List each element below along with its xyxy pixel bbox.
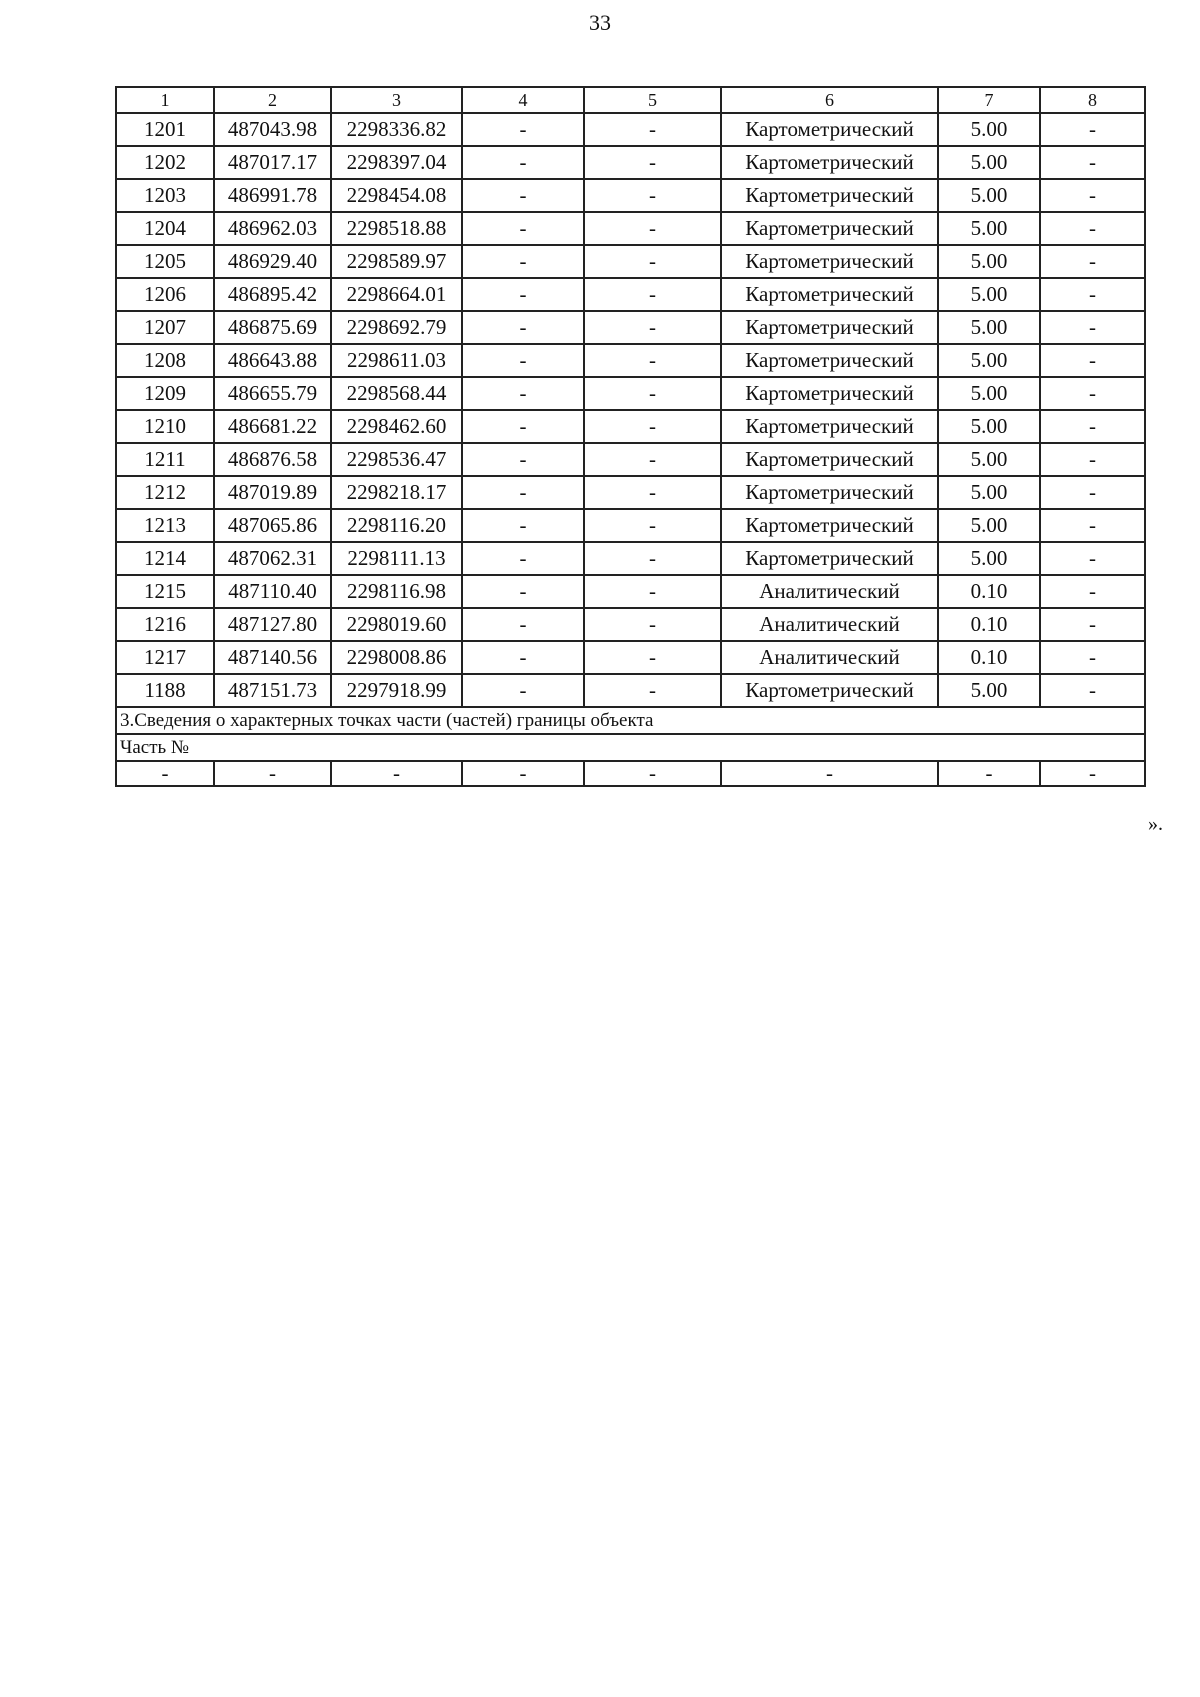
- table-cell: -: [584, 179, 721, 212]
- table-cell: -: [462, 344, 584, 377]
- table-row: [116, 476, 1145, 509]
- table-cell: -: [584, 410, 721, 443]
- table-cell: -: [1040, 410, 1145, 443]
- table-cell: Картометрический: [721, 509, 938, 542]
- table-cell: Картометрический: [721, 146, 938, 179]
- table-cell: -: [1040, 761, 1145, 786]
- table-cell: -: [584, 245, 721, 278]
- table-cell: 5.00: [938, 674, 1040, 707]
- table-cell: 1203: [116, 179, 214, 212]
- table-cell: -: [584, 113, 721, 146]
- table-cell: -: [462, 410, 584, 443]
- table-cell: Картометрический: [721, 377, 938, 410]
- table-cell: Картометрический: [721, 278, 938, 311]
- table-cell: -: [1040, 278, 1145, 311]
- table-cell: -: [462, 443, 584, 476]
- table-cell: Картометрический: [721, 245, 938, 278]
- table-cell: 486876.58: [214, 443, 331, 476]
- table-cell: 0.10: [938, 641, 1040, 674]
- table-cell: -: [462, 377, 584, 410]
- table-cell: 1204: [116, 212, 214, 245]
- table-cell: Картометрический: [721, 344, 938, 377]
- table-cell: -: [1040, 542, 1145, 575]
- table-cell: 5.00: [938, 278, 1040, 311]
- table-cell: 5.00: [938, 509, 1040, 542]
- table-cell: -: [584, 278, 721, 311]
- table-cell: 1214: [116, 542, 214, 575]
- table-cell: 1208: [116, 344, 214, 377]
- table-cell: -: [462, 575, 584, 608]
- table-cell: 1202: [116, 146, 214, 179]
- table-cell: 2297918.99: [331, 674, 462, 707]
- table-cell: 2298019.60: [331, 608, 462, 641]
- table-cell: 486991.78: [214, 179, 331, 212]
- table-cell: 487017.17: [214, 146, 331, 179]
- table-cell: -: [1040, 575, 1145, 608]
- table-cell: 5.00: [938, 476, 1040, 509]
- table-cell: Аналитический: [721, 575, 938, 608]
- table-cell: -: [1040, 443, 1145, 476]
- table-row: [116, 542, 1145, 575]
- table-row: [116, 245, 1145, 278]
- table-cell: 1201: [116, 113, 214, 146]
- table-cell: Картометрический: [721, 542, 938, 575]
- table-cell: Картометрический: [721, 311, 938, 344]
- table-cell: 2298111.13: [331, 542, 462, 575]
- table-cell: 487110.40: [214, 575, 331, 608]
- table-cell: -: [462, 509, 584, 542]
- table-cell: -: [462, 245, 584, 278]
- table-cell: 486875.69: [214, 311, 331, 344]
- table-cell: 1212: [116, 476, 214, 509]
- table-cell: 2298218.17: [331, 476, 462, 509]
- table-row: [116, 212, 1145, 245]
- closing-quote-mark: ».: [1148, 813, 1163, 835]
- table-cell: -: [1040, 608, 1145, 641]
- table-cell: 2298611.03: [331, 344, 462, 377]
- table-cell: 5.00: [938, 311, 1040, 344]
- table-cell: -: [462, 476, 584, 509]
- table-cell: -: [584, 311, 721, 344]
- table-cell: -: [116, 761, 214, 786]
- table-cell: 487065.86: [214, 509, 331, 542]
- table-cell: -: [1040, 179, 1145, 212]
- table-cell: Картометрический: [721, 212, 938, 245]
- table-cell: 5.00: [938, 179, 1040, 212]
- table-cell: -: [721, 761, 938, 786]
- table-cell: 1207: [116, 311, 214, 344]
- table-row: [116, 674, 1145, 707]
- table-cell: 2298664.01: [331, 278, 462, 311]
- table-row: [116, 377, 1145, 410]
- table-cell: -: [1040, 641, 1145, 674]
- table-cell: 487151.73: [214, 674, 331, 707]
- part-label-row: [116, 734, 1145, 761]
- table-cell: 1213: [116, 509, 214, 542]
- table-cell: -: [214, 761, 331, 786]
- table-cell: 1205: [116, 245, 214, 278]
- table-cell: -: [584, 641, 721, 674]
- table-cell: -: [462, 542, 584, 575]
- table-cell: 2298568.44: [331, 377, 462, 410]
- table-cell: -: [584, 146, 721, 179]
- table-cell: -: [462, 278, 584, 311]
- table-row: [116, 113, 1145, 146]
- table-cell: -: [462, 179, 584, 212]
- table-cell: -: [584, 542, 721, 575]
- table-cell: -: [462, 674, 584, 707]
- table-cell: Картометрический: [721, 476, 938, 509]
- table-cell: -: [1040, 311, 1145, 344]
- table-cell: 1209: [116, 377, 214, 410]
- table-cell: 486929.40: [214, 245, 331, 278]
- table-cell: 2298397.04: [331, 146, 462, 179]
- table-cell: Картометрический: [721, 179, 938, 212]
- table-cell: 2298462.60: [331, 410, 462, 443]
- table-cell: 487127.80: [214, 608, 331, 641]
- table-cell: -: [1040, 377, 1145, 410]
- table-cell: 487043.98: [214, 113, 331, 146]
- table-cell: 5.00: [938, 377, 1040, 410]
- table-cell: 2298692.79: [331, 311, 462, 344]
- table-row: [116, 278, 1145, 311]
- table-cell: 2298536.47: [331, 443, 462, 476]
- table-cell: 1210: [116, 410, 214, 443]
- table-cell: -: [462, 212, 584, 245]
- table-cell: 486962.03: [214, 212, 331, 245]
- table-cell: 2298008.86: [331, 641, 462, 674]
- table-row: [116, 443, 1145, 476]
- table-row: [116, 641, 1145, 674]
- table-cell: 5.00: [938, 344, 1040, 377]
- table-cell: -: [584, 377, 721, 410]
- table-cell: -: [584, 575, 721, 608]
- table-cell: Аналитический: [721, 608, 938, 641]
- table-cell: 1217: [116, 641, 214, 674]
- table-cell: 5.00: [938, 245, 1040, 278]
- table-cell: 2298454.08: [331, 179, 462, 212]
- table-cell: -: [584, 344, 721, 377]
- table-cell: -: [462, 311, 584, 344]
- empty-data-row: [116, 761, 1145, 786]
- table-row: [116, 311, 1145, 344]
- table-cell: -: [1040, 674, 1145, 707]
- table-row: [116, 344, 1145, 377]
- column-header: 1: [116, 87, 214, 113]
- table-cell: -: [584, 212, 721, 245]
- table-cell: 487140.56: [214, 641, 331, 674]
- table-cell: -: [584, 608, 721, 641]
- table-cell: -: [462, 146, 584, 179]
- table-row: [116, 146, 1145, 179]
- table-cell: 2298116.98: [331, 575, 462, 608]
- table-cell: -: [1040, 476, 1145, 509]
- table-cell: 487019.89: [214, 476, 331, 509]
- table-cell: 2298116.20: [331, 509, 462, 542]
- table-cell: 486655.79: [214, 377, 331, 410]
- column-header: 7: [938, 87, 1040, 113]
- table-cell: -: [462, 761, 584, 786]
- column-header: 8: [1040, 87, 1145, 113]
- table-cell: 486895.42: [214, 278, 331, 311]
- page-number: 33: [589, 10, 611, 35]
- table-cell: 0.10: [938, 575, 1040, 608]
- table-cell: -: [462, 608, 584, 641]
- table-row: [116, 410, 1145, 443]
- table-cell: 1206: [116, 278, 214, 311]
- table-cell: -: [1040, 344, 1145, 377]
- table-cell: Картометрический: [721, 443, 938, 476]
- column-header: 3: [331, 87, 462, 113]
- table-cell: -: [584, 761, 721, 786]
- table-cell: 5.00: [938, 113, 1040, 146]
- table-cell: 1216: [116, 608, 214, 641]
- section-title: 3.Сведения о характерных точках части (частей) границы объекта: [116, 707, 1145, 734]
- table-cell: -: [462, 641, 584, 674]
- table-cell: 5.00: [938, 443, 1040, 476]
- table-row: [116, 608, 1145, 641]
- table-cell: 5.00: [938, 212, 1040, 245]
- table-row: [116, 509, 1145, 542]
- table-cell: Картометрический: [721, 410, 938, 443]
- table-cell: 5.00: [938, 146, 1040, 179]
- section-title-row: [116, 707, 1145, 734]
- column-header: 2: [214, 87, 331, 113]
- table-cell: -: [331, 761, 462, 786]
- table-cell: -: [1040, 212, 1145, 245]
- table-cell: 2298336.82: [331, 113, 462, 146]
- table-cell: 5.00: [938, 542, 1040, 575]
- table-cell: 486681.22: [214, 410, 331, 443]
- table-cell: -: [1040, 245, 1145, 278]
- table-cell: 1215: [116, 575, 214, 608]
- table-cell: -: [938, 761, 1040, 786]
- table-cell: 2298518.88: [331, 212, 462, 245]
- table-cell: -: [584, 509, 721, 542]
- table-body: [116, 87, 1145, 786]
- table-cell: Аналитический: [721, 641, 938, 674]
- table-cell: 2298589.97: [331, 245, 462, 278]
- table-cell: 486643.88: [214, 344, 331, 377]
- column-header: 6: [721, 87, 938, 113]
- table-cell: -: [462, 113, 584, 146]
- table-cell: -: [1040, 113, 1145, 146]
- table-cell: -: [584, 443, 721, 476]
- table-cell: Картометрический: [721, 113, 938, 146]
- table-row: [116, 575, 1145, 608]
- table-cell: 1188: [116, 674, 214, 707]
- table-cell: -: [1040, 146, 1145, 179]
- table-cell: 5.00: [938, 410, 1040, 443]
- table-row: [116, 179, 1145, 212]
- table-cell: 1211: [116, 443, 214, 476]
- table-cell: -: [1040, 509, 1145, 542]
- table-cell: 0.10: [938, 608, 1040, 641]
- column-header: 5: [584, 87, 721, 113]
- table-cell: -: [584, 674, 721, 707]
- part-label: Часть №: [116, 734, 1145, 761]
- table-cell: -: [584, 476, 721, 509]
- table-cell: 487062.31: [214, 542, 331, 575]
- table-cell: Картометрический: [721, 674, 938, 707]
- coordinates-table: [115, 86, 1146, 787]
- table-header-row: [116, 87, 1145, 113]
- column-header: 4: [462, 87, 584, 113]
